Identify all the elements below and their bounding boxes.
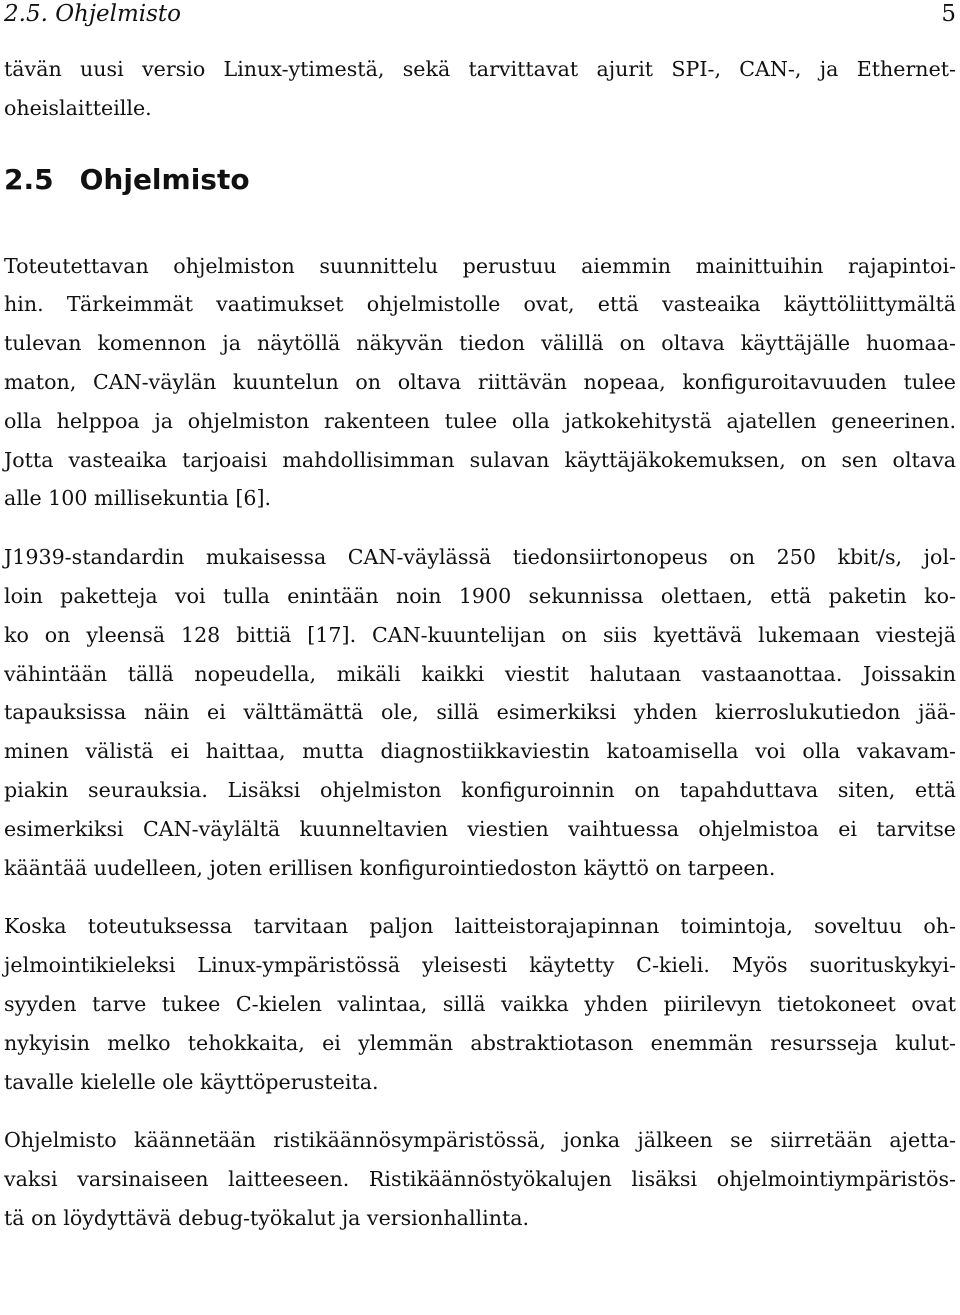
text-line: minen välistä ei haittaa, mutta diagnostiikkaviestin katoamisella voi olla vakavam- [4,739,956,764]
text-line: Ohjelmisto käännetään ristikäännösympäristössä, jonka jälkeen se siirretään ajetta- [4,1128,956,1153]
text-line: Jotta vasteaika tarjoaisi mahdollisimman sulavan käyttäjäkokemuksen, on sen oltava [4,447,956,472]
text-line: ko on yleensä 128 bittiä [17]. CAN-kuuntelijan on siis kyettävä lukemaan viestejä [4,622,956,647]
document-page [4,0,956,1238]
text-line: hin. Tärkeimmät vaatimukset ohjelmistolle ovat, että vasteaika käyttöliittymältä [4,292,956,317]
intro-paragraph [4,50,956,128]
running-header-section: 2.5. Ohjelmisto [4,1,182,27]
text-line: oheislaitteille. [4,95,152,120]
page-number: 5 [941,1,956,27]
text-line: olla helppoa ja ohjelmiston rakenteen tulee olla jatkokehitystä ajatellen geneerinen. [4,408,956,433]
text-line: jelmointikieleksi Linux-ympäristössä yleisesti käytetty C-kieli. Myös suorituskykyi- [4,953,956,978]
text-line: alle 100 millisekuntia [6]. [4,486,272,511]
section-heading-title: Ohjelmisto [79,162,250,196]
running-header [4,0,956,40]
section-heading-number: 2.5 [4,162,54,196]
text-line: kääntää uudelleen, joten erillisen konfigurointiedoston käyttö on tarpeen. [4,855,776,880]
text-line: loin paketteja voi tulla enintään noin 1900 sekunnissa olettaen, että paketin ko- [4,583,956,608]
text-line: tulevan komennon ja näytöllä näkyvän tiedon välillä on oltava käyttäjälle huomaa- [4,331,956,356]
text-line: vähintään tällä nopeudella, mikäli kaikki viestit halutaan vastaanottaa. Joissakin [4,661,956,686]
text-line: tapauksissa näin ei välttämättä ole, sillä esimerkiksi yhden kierroslukutiedon jää- [4,700,956,725]
text-line: piakin seurauksia. Lisäksi ohjelmiston konfiguroinnin on tapahduttava siten, että [4,777,956,802]
text-line: esimerkiksi CAN-väylältä kuunneltavien viestien vaihtuessa ohjelmistoa ei tarvitse [4,816,956,841]
paragraph-2 [4,538,956,887]
text-line: tä on löydyttävä debug-työkalut ja versionhallinta. [4,1205,530,1230]
text-line: tavalle kielelle ole käyttöperusteita. [4,1069,379,1094]
text-line: Toteutettavan ohjelmiston suunnittelu perustuu aiemmin mainittuihin rajapintoi- [4,253,956,278]
text-line: maton, CAN-väylän kuuntelun on oltava riittävän nopeaa, konfiguroitavuuden tulee [4,369,956,394]
text-line: J1939-standardin mukaisessa CAN-väylässä tiedonsiirtonopeus on 250 kbit/s, jol- [4,545,956,570]
text-line: Koska toteutuksessa tarvitaan paljon laitteistorajapinnan toimintoja, soveltuu oh- [4,914,956,939]
section-heading [4,163,956,197]
text-line: vaksi varsinaiseen laitteeseen. Ristikäännöstyökalujen lisäksi ohjelmointiympäristös- [4,1167,956,1192]
text-line: tävän uusi versio Linux-ytimestä, sekä tarvittavat ajurit SPI-, CAN-, ja Ethernet- [4,57,956,81]
text-line: syyden tarve tukee C-kielen valintaa, sillä vaikka yhden piirilevyn tietokoneet ovat [4,991,956,1016]
paragraph-3 [4,907,956,1101]
text-line: nykyisin melko tehokkaita, ei ylemmän abstraktiotason enemmän resursseja kulut- [4,1030,956,1055]
paragraph-1 [4,247,956,519]
paragraph-4 [4,1121,956,1237]
